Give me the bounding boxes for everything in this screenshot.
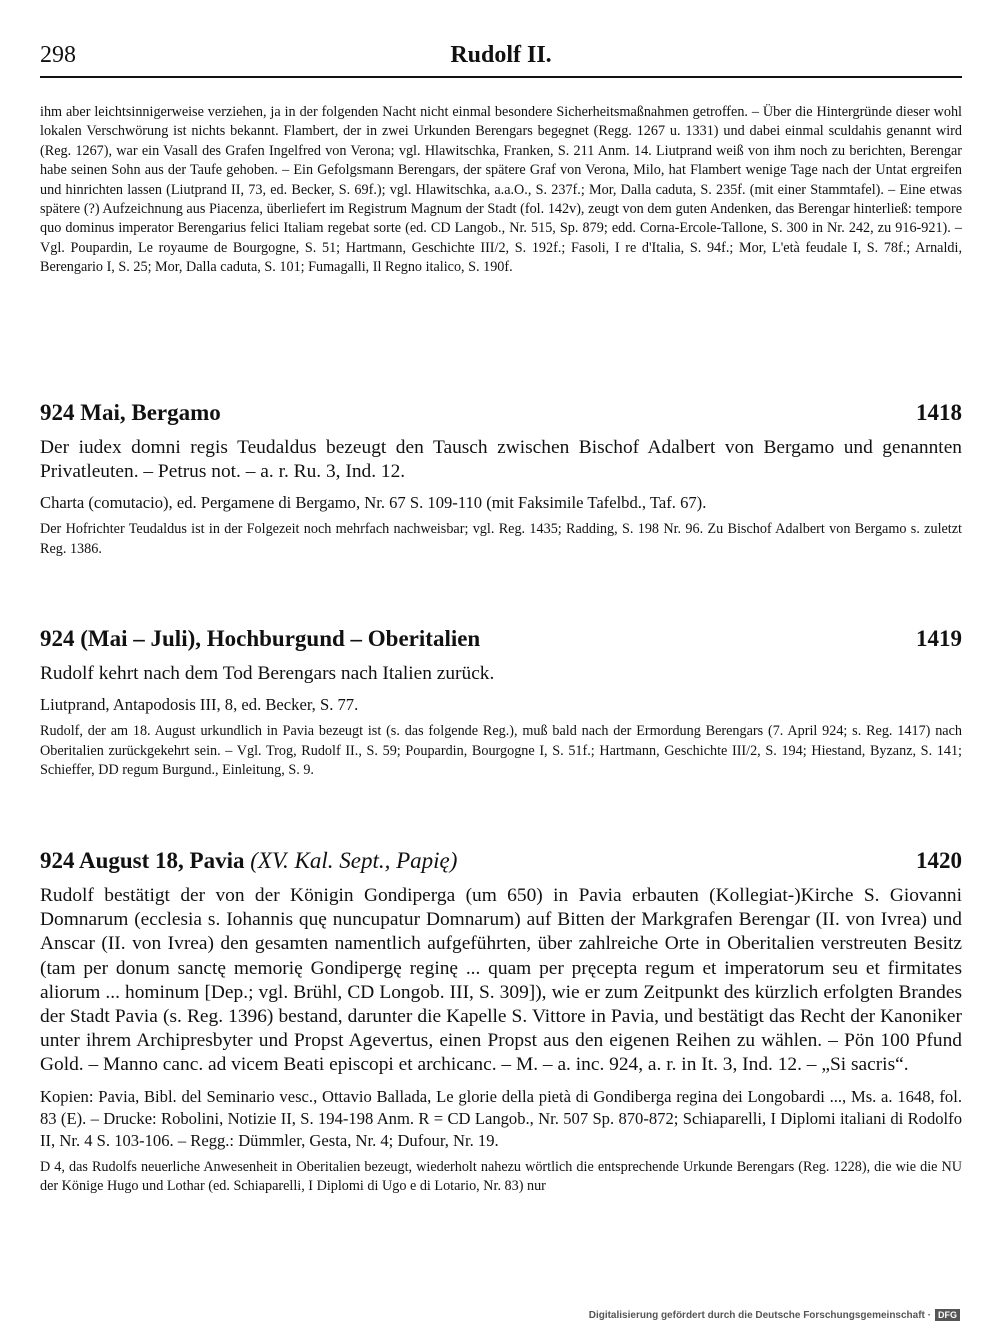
running-title: Rudolf II. [450,42,552,68]
regest-commentary: D 4, das Rudolfs neuerliche Anwesenheit in Oberitalien bezeugt, wiederholt nahezu wörtlich die entsprechende Urkunde Berengars (Reg. 1228), die wie die NU der Könige Hugo und Lothar (ed. Schiaparelli, I Diplomi di Ugo e di Lotario, Nr. 83) nur [40,1158,962,1195]
regest-sources: Charta (comutacio), ed. Pergamene di Bergamo, Nr. 67 S. 109-110 (mit Faksimile Tafelbd., Taf. 67). [40,493,707,513]
regest-entry-1418 [40,400,962,559]
regest-commentary: Der Hofrichter Teudaldus ist in der Folgezeit noch mehrfach nachweisbar; vgl. Reg. 1435; Radding, S. 198 Nr. 96. Zu Bischof Adalbert von Bergamo s. zuletzt Reg. 1386. [40,521,962,557]
page-number: 298 [40,42,76,68]
regest-heading [40,400,962,432]
regest-text: Der iudex domni regis Teudaldus bezeugt den Tausch zwischen Bischof Adalbert von Bergamo und genannten Privatleuten. – Petrus not. – a. r. Ru. 3, Ind. 12. [40,437,962,483]
regest-date-place: 924 August 18, Pavia [40,848,245,873]
regest-sources: Liutprand, Antapodosis III, 8, ed. Becker, S. 77. [40,695,359,715]
regest-text: Rudolf kehrt nach dem Tod Berengars nach Italien zurück. [40,663,495,684]
regest-text: Rudolf bestätigt der von der Königin Gondiperga (um 650) in Pavia erbauten (Kollegiat-)Kirche S. Giovanni Domnarum (ecclesia s. Iohannis quę nuncupatur Domnarum) auf Bitten der Markgrafen Berengar (II. von Ivrea) und Anscar (II. von Ivrea) den gesamten namentlich aufgeführten, über zahlreiche Orte in Oberitalien verstreuten Besitz (tam per donum sanctę memorię Gondipergę reginę ... quam per pręcepta regum et imperatorum seu et firmitates aliorum ... hominum [Dep.; vgl. Brühl, CD Longob. III, S. 309]), wie er zum Zeitpunkt des kürzlich erfolgten Brandes der Stadt Pavia (s. Reg. 1396) bestand, darunter die Kapelle S. Vittore in Pavia, und bestätigt das Recht der Kanoniker unter ihrem Archipresbyter und Propst Agevertus, einen Propst aus den eigenen Reihen zu wählen. – Pön 100 Pfund Gold. – Manno canc. ad vicem Beati episcopi et archicanc. – M. – a. inc. 924, a. r. in It. 3, Ind. 12. – „Si sacris“. [40,885,962,1076]
regest-entry-1419 [40,626,962,780]
regest-date-place: 924 Mai, Bergamo [40,400,221,425]
regest-number: 1419 [916,626,962,651]
regest-number: 1420 [916,848,962,873]
footer-text: Digitalisierung gefördert durch die Deutsche Forschungsgemeinschaft · [588,1309,931,1321]
dfg-logo: DFG [935,1309,960,1321]
digitization-footer [589,1309,960,1321]
regest-heading [40,626,962,658]
regest-number: 1418 [916,400,962,425]
regest-heading [40,848,962,880]
footnote-continuation: ihm aber leichtsinnigerweise verziehen, ja in der folgenden Nacht nicht einmal besondere Sicherheitsmaßnahmen getroffen. – Über die Hintergründe dieser wohl lokalen Verschwörung ist nichts bekannt. Flambert, der in zwei Urkunden Berengars begegnet (Regg. 1267 u. 1331) und dabei einmal sculdahis genannt wird (Reg. 1267), war ein Vasall des Grafen Ingelfred von Verona; vgl. Hlawitschka, Franken, S. 211 Anm. 14. Liutprand weiß von ihm noch zu berichten, Berengar habe seinen Sohn aus der Taufe gehoben. – Ein Gefolgsmann Berengars, der spätere Graf von Verona, Milo, hat Flambert wenige Tage nach der Untat ergreifen und hinrichten lassen (Liutprand II, 73, ed. Becker, S. 69f.); vgl. Hlawitschka, a.a.O., S. 237f.; Mor, Dalla caduta, S. 235f. (mit einer Stammtafel). – Eine etwas spätere (?) Aufzeichnung aus Piacenza, überliefert im Registrum Magnum der Stadt (fol. 142v), zeugt von dem guten Andenken, das Berengar hinterließ: tempore quo dominus imperator Berengarius felici Italiam regebat sorte (ed. CD Langob., Nr. 515, Sp. 879; edd. Corna-Ercole-Tallone, S. 300 in Nr. 242, zu 916-921). – Vgl. Poupardin, Le royaume de Bourgogne, S. 51; Hartmann, Geschichte III/2, S. 192f.; Fasoli, I re d'Italia, S. 94f.; Mor, L'età feudale I, S. 78f.; Arnaldi, Berengario I, S. 25; Mor, Dalla caduta, S. 101; Fumagalli, Il Regno italico, S. 190f. [40,104,962,276]
regest-sources: Kopien: Pavia, Bibl. del Seminario vesc., Ottavio Ballada, Le glorie della pietà di Gondiberga regina dei Longobardi ..., Ms. a. 1648, fol. 83 (E). – Drucke: Robolini, Notizie II, S. 194-198 Anm. R = CD Langob., Nr. 507 Sp. 870-872; Schiaparelli, I Diplomi italiani di Rodolfo II, Nr. 4 S. 103-106. – Regg.: Dümmler, Gesta, Nr. 4; Dufour, Nr. 19. [40,1086,962,1150]
regest-dating-formula: (XV. Kal. Sept., Papię) [250,848,458,873]
regest-entry-1420 [40,848,962,1196]
regest-date-place: 924 (Mai – Juli), Hochburgund – Oberitalien [40,626,481,651]
regest-commentary: Rudolf, der am 18. August urkundlich in Pavia bezeugt ist (s. das folgende Reg.), muß bald nach der Ermordung Berengars (7. April 924; s. Reg. 1417) nach Oberitalien zurückgekehrt sein. – Vgl. Trog, Rudolf II., S. 59; Poupardin, Bourgogne I, S. 51f.; Hartmann, Geschichte III/2, S. 194; Hiestand, Byzanz, S. 141; Schieffer, DD regum Burgund., Einleitung, S. 9. [40,723,962,779]
page-header [40,42,962,78]
